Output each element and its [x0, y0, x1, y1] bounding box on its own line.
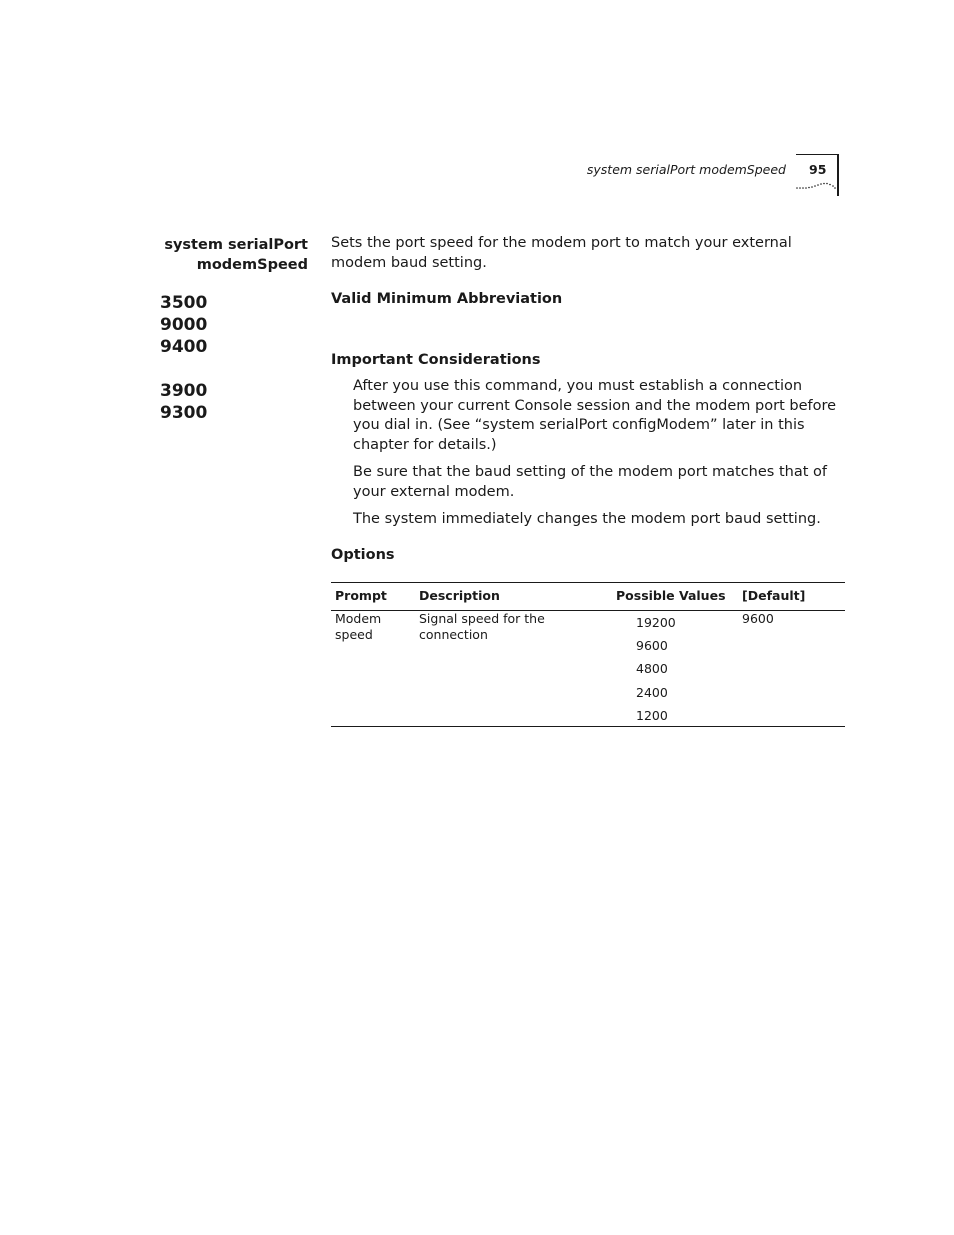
section-heading-important-considerations: Important Considerations	[331, 352, 541, 368]
section-heading-valid-abbreviation: Valid Minimum Abbreviation	[331, 291, 563, 307]
prompt-text-line: speed	[335, 626, 373, 642]
model-list	[160, 292, 207, 424]
description-text-line: connection	[419, 626, 488, 642]
command-description: Sets the port speed for the modem port to match your external modem baud setting.	[331, 235, 792, 271]
model-number: 3900	[160, 381, 208, 401]
possible-value: 9600	[636, 638, 668, 654]
section-heading-options: Options	[331, 547, 395, 563]
page-tab-top-rule	[796, 154, 838, 155]
command-heading	[164, 235, 308, 275]
model-number: 9400	[160, 337, 208, 357]
dotted-curve-icon	[796, 180, 836, 192]
command-heading-line1: system serialPort	[164, 237, 308, 253]
column-header-description: Description	[419, 588, 500, 603]
page-tab-side-rule	[837, 154, 839, 196]
model-number: 9300	[160, 403, 208, 423]
page-number: 95	[809, 162, 827, 177]
model-group-spacer	[160, 358, 207, 380]
running-header-title: system serialPort modemSpeed	[586, 162, 786, 177]
table-cell-description	[419, 611, 545, 642]
consideration-paragraph: After you use this command, you must establish a connection between your current Console session and the modem port before you dial in. (See “system serialPort configModem” later in this chapter for details.)	[353, 378, 837, 454]
consideration-paragraph: Be sure that the baud setting of the modem port matches that of your external modem.	[353, 464, 827, 501]
consideration-paragraph: The system immediately changes the modem port baud setting.	[353, 511, 821, 528]
possible-value: 19200	[636, 615, 676, 630]
possible-value: 2400	[636, 684, 668, 700]
model-number: 9000	[160, 315, 208, 335]
column-header-possible-values: Possible Values	[616, 588, 726, 603]
considerations-body	[353, 377, 843, 537]
column-header-default: [Default]	[742, 588, 806, 603]
model-number: 3500	[160, 293, 208, 313]
table-cell-prompt	[335, 611, 381, 642]
column-header-prompt: Prompt	[335, 588, 387, 603]
table-cell-possible-values	[636, 611, 676, 727]
possible-value: 1200	[636, 707, 668, 723]
table-cell-default: 9600	[742, 611, 774, 626]
page-tab-decoration	[796, 154, 838, 196]
table-header-row	[331, 583, 845, 611]
possible-value: 4800	[636, 661, 668, 677]
command-heading-line2: modemSpeed	[196, 257, 308, 273]
prompt-text-line: Modem	[335, 611, 382, 626]
description-text-line: Signal speed for the	[419, 611, 545, 626]
options-table	[331, 582, 845, 727]
